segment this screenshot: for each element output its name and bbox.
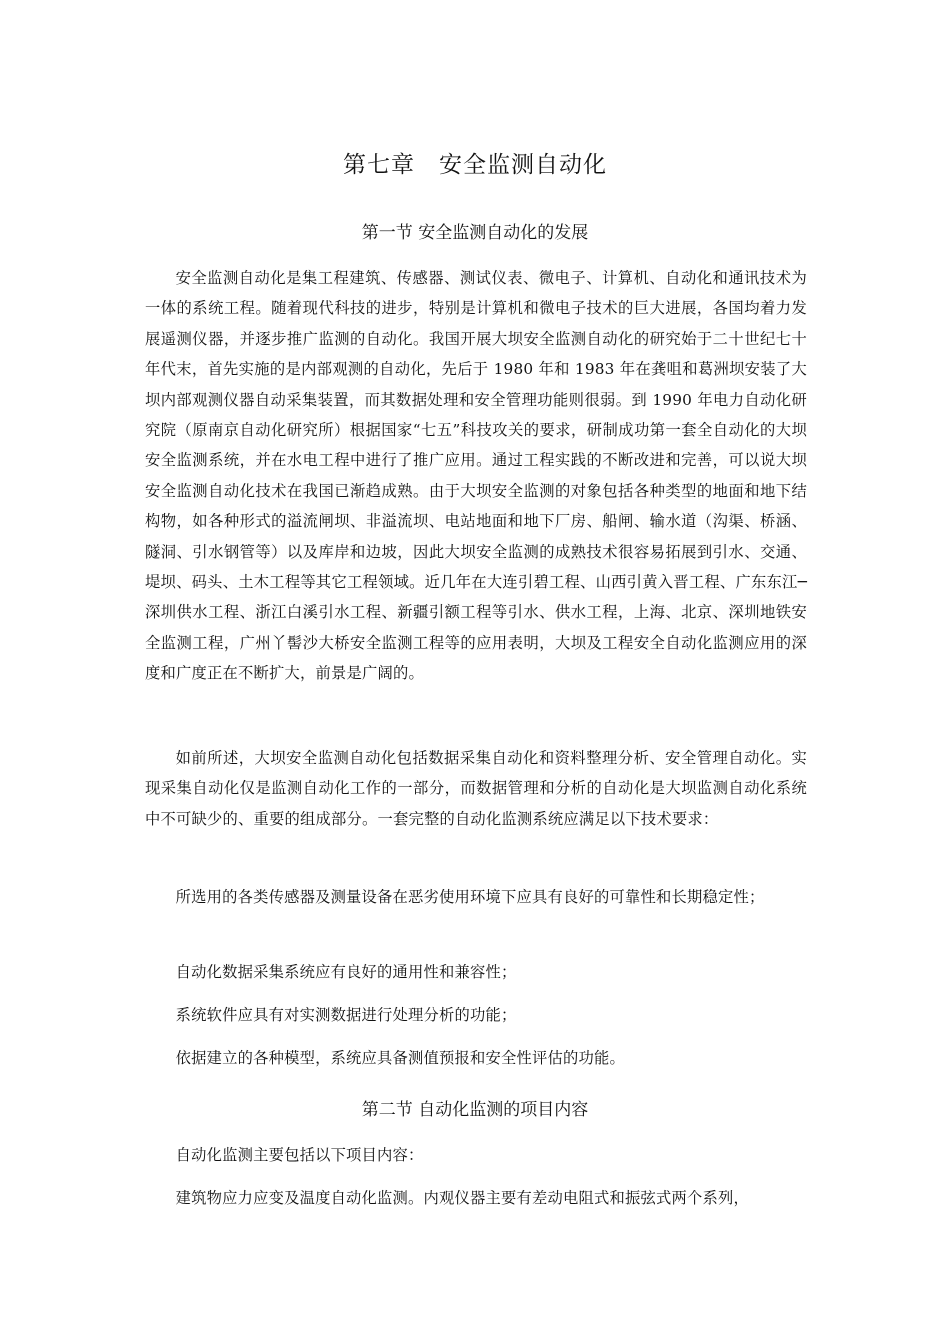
requirement-item: 自动化数据采集系统应有良好的通用性和兼容性；	[175, 963, 517, 981]
chapter-title: 第七章 安全监测自动化	[343, 152, 607, 178]
paragraph: 建筑物应力应变及温度自动化监测。内观仪器主要有差动电阻式和振弦式两个系列，	[175, 1189, 749, 1207]
section-title: 第二节 自动化监测的项目内容	[361, 1100, 589, 1120]
requirement-item: 依据建立的各种模型，系统应具备测值预报和安全性评估的功能。	[175, 1049, 626, 1067]
requirement-item: 所选用的各类传感器及测量设备在恶劣使用环境下应具有良好的可靠性和长期稳定性；	[175, 888, 765, 906]
section-title: 第一节 安全监测自动化的发展	[361, 223, 589, 243]
requirement-item: 系统软件应具有对实测数据进行处理分析的功能；	[175, 1006, 517, 1024]
paragraph: 安全监测自动化是集工程建筑、传感器、测试仪表、微电子、计算机、自动化和通讯技术为一体的系统工程。随着现代科技的进步，特别是计算机和微电子技术的巨大进展，各国均着力发展遥测仪器，并逐步推广监测的自动化。我国开展大坝安全监测自动化的研究始于二十世纪七十年代末，首先实施的是内部观测的自动化，先后于 1980 年和 1983 年在龚咀和葛洲坝安装了大坝内部观测仪器自动采集装置，而其数据处理和安全管理功能则很弱。到 1990 年电力自动化研究院（原南京自动化研究所）根据国家“七五”科技攻关的要求，研制成功第一套全自动化的大坝安全监测系统，并在水电工程中进行了推广应用。通过工程实践的不断改进和完善，可以说大坝安全监测自动化技术在我国已渐趋成熟。由于大坝安全监测的对象包括各种类型的地面和地下结构物，如各种形式的溢流闸坝、非溢流坝、电站地面和地下厂房、船闸、输水道（沟渠、桥涵、隧洞、引水钢管等）以及库岸和边坡，因此大坝安全监测的成熟技术很容易拓展到引水、交通、堤坝、码头、土木工程等其它工程领域。近几年在大连引碧工程、山西引黄入晋工程、广东东江─深圳供水工程、浙江白溪引水工程、新疆引额工程等引水、供水工程，上海、北京、深圳地铁安全监测工程，广州丫髻沙大桥安全监测工程等的应用表明，大坝及工程安全自动化监测应用的深度和广度正在不断扩大，前景是广阔的。	[145, 269, 807, 683]
paragraph: 自动化监测主要包括以下项目内容：	[175, 1146, 424, 1164]
paragraph: 如前所述，大坝安全监测自动化包括数据采集自动化和资料整理分析、安全管理自动化。实现采集自动化仅是监测自动化工作的一部分，而数据管理和分析的自动化是大坝监测自动化系统中不可缺少的、重要的组成部分。一套完整的自动化监测系统应满足以下技术要求：	[145, 749, 807, 828]
